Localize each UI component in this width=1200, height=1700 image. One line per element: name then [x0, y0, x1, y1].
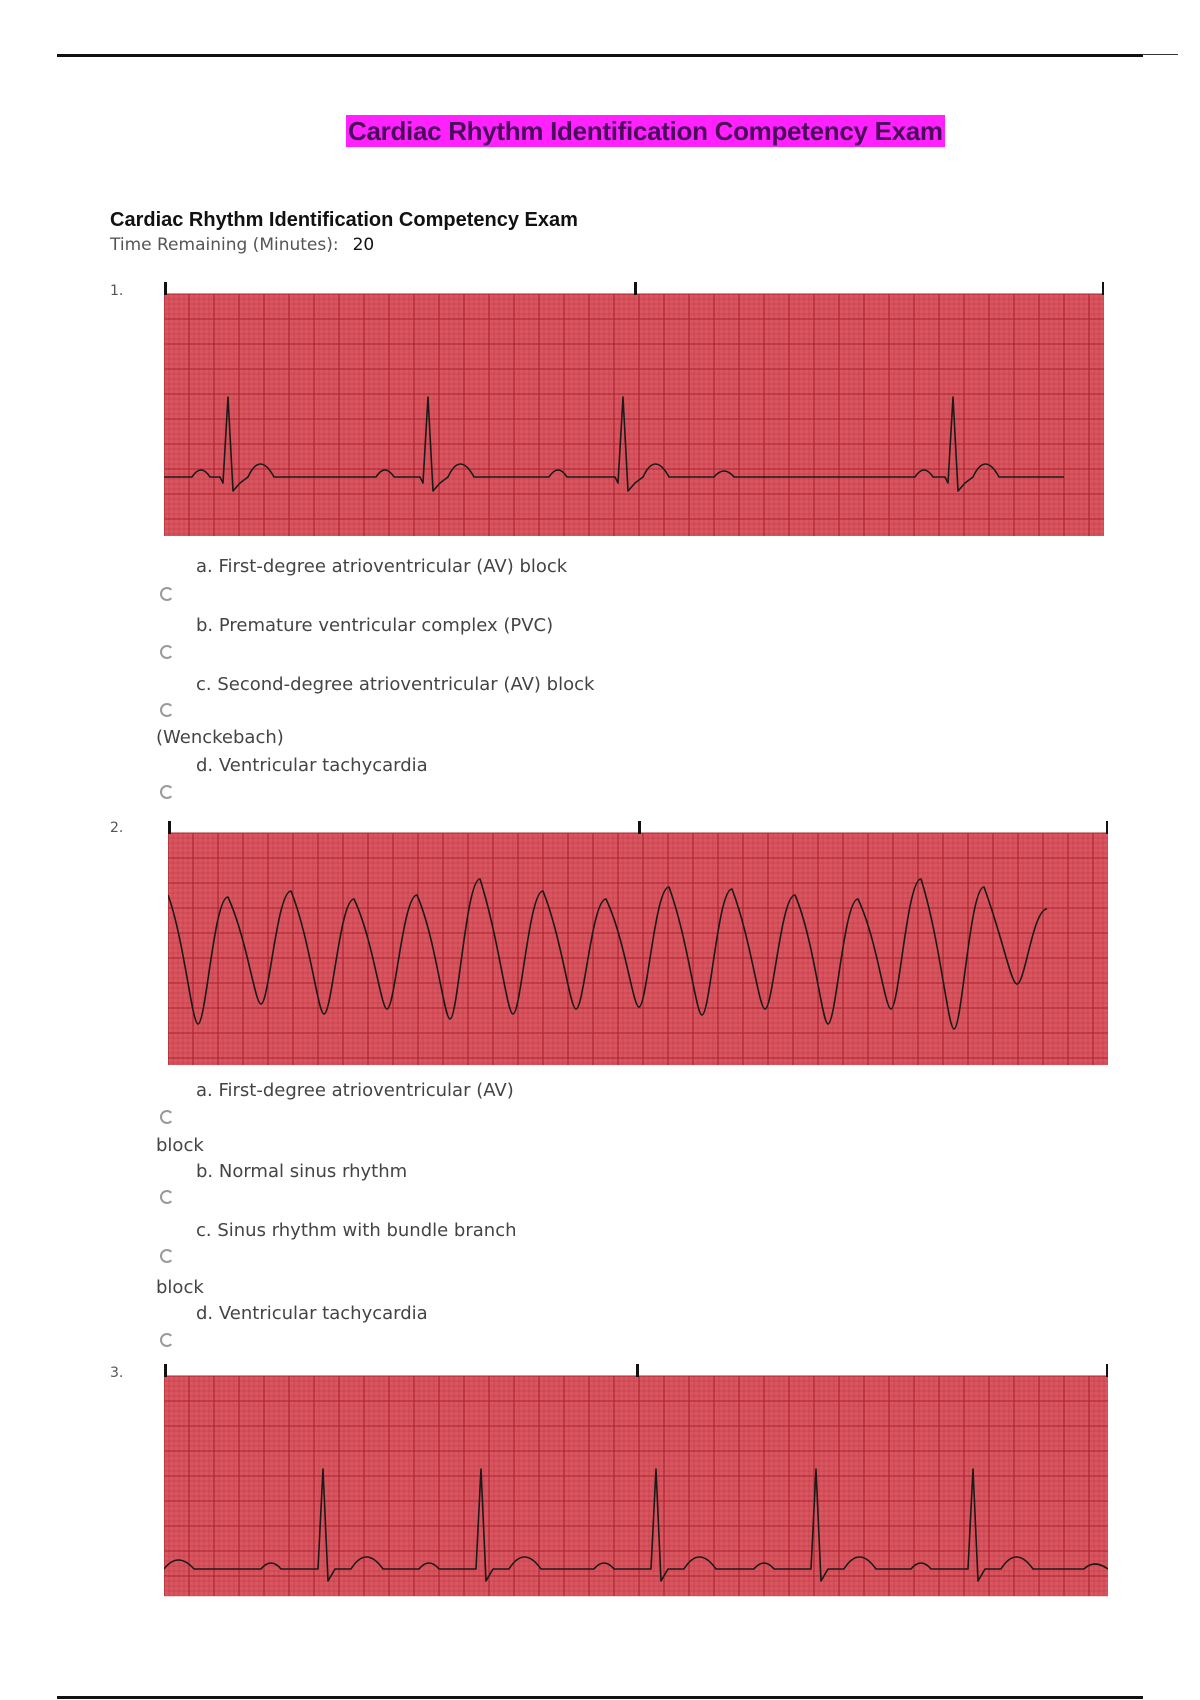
radio-2d[interactable]	[160, 1333, 174, 1347]
time-remaining-label: Time Remaining (Minutes):	[110, 235, 339, 255]
radio-1c[interactable]	[160, 703, 174, 717]
time-marker	[1102, 282, 1104, 295]
time-marker	[164, 1364, 167, 1377]
ecg-strip-1	[164, 282, 1104, 542]
exam-title: Cardiac Rhythm Identification Competency Exam	[110, 209, 578, 231]
ecg-strip-3-graphic	[164, 1364, 1108, 1600]
radio-2c[interactable]	[160, 1249, 174, 1263]
time-remaining	[110, 235, 374, 255]
radio-1d[interactable]	[160, 785, 174, 799]
time-remaining-value: 20	[352, 235, 375, 255]
option-2c[interactable]: c. Sinus rhythm with bundle branch	[196, 1220, 517, 1241]
time-marker	[634, 282, 637, 295]
radio-1b[interactable]	[160, 645, 174, 659]
option-1c-continuation: (Wenckebach)	[156, 727, 284, 748]
time-marker	[638, 821, 641, 834]
time-marker	[1106, 821, 1108, 834]
ecg-strip-1-graphic	[164, 282, 1104, 542]
ecg-strip-2-graphic	[168, 819, 1108, 1069]
time-marker	[636, 1364, 639, 1377]
time-marker	[168, 821, 171, 834]
option-1d[interactable]: d. Ventricular tachycardia	[196, 755, 428, 776]
top-rule-tail	[1142, 54, 1178, 55]
radio-2a[interactable]	[160, 1110, 174, 1124]
bottom-rule	[57, 1696, 1143, 1699]
time-marker	[164, 282, 167, 295]
option-2c-continuation: block	[156, 1277, 204, 1298]
option-2b[interactable]: b. Normal sinus rhythm	[196, 1161, 408, 1182]
radio-2b[interactable]	[160, 1190, 174, 1204]
top-rule	[57, 54, 1143, 57]
option-2a-continuation: block	[156, 1135, 204, 1156]
option-2d[interactable]: d. Ventricular tachycardia	[196, 1303, 428, 1324]
option-2a[interactable]: a. First-degree atrioventricular (AV)	[196, 1080, 514, 1101]
question-number: 2.	[110, 820, 124, 836]
time-marker	[1106, 1364, 1108, 1377]
option-1a[interactable]: a. First-degree atrioventricular (AV) block	[196, 556, 568, 577]
ecg-strip-2	[168, 819, 1108, 1069]
question-number: 3.	[110, 1365, 124, 1381]
ecg-strip-3	[164, 1364, 1108, 1600]
option-1b[interactable]: b. Premature ventricular complex (PVC)	[196, 615, 554, 636]
radio-1a[interactable]	[160, 587, 174, 601]
question-number: 1.	[110, 283, 124, 299]
banner-title: Cardiac Rhythm Identification Competency Exam	[348, 116, 943, 146]
option-1c[interactable]: c. Second-degree atrioventricular (AV) block	[196, 674, 595, 695]
